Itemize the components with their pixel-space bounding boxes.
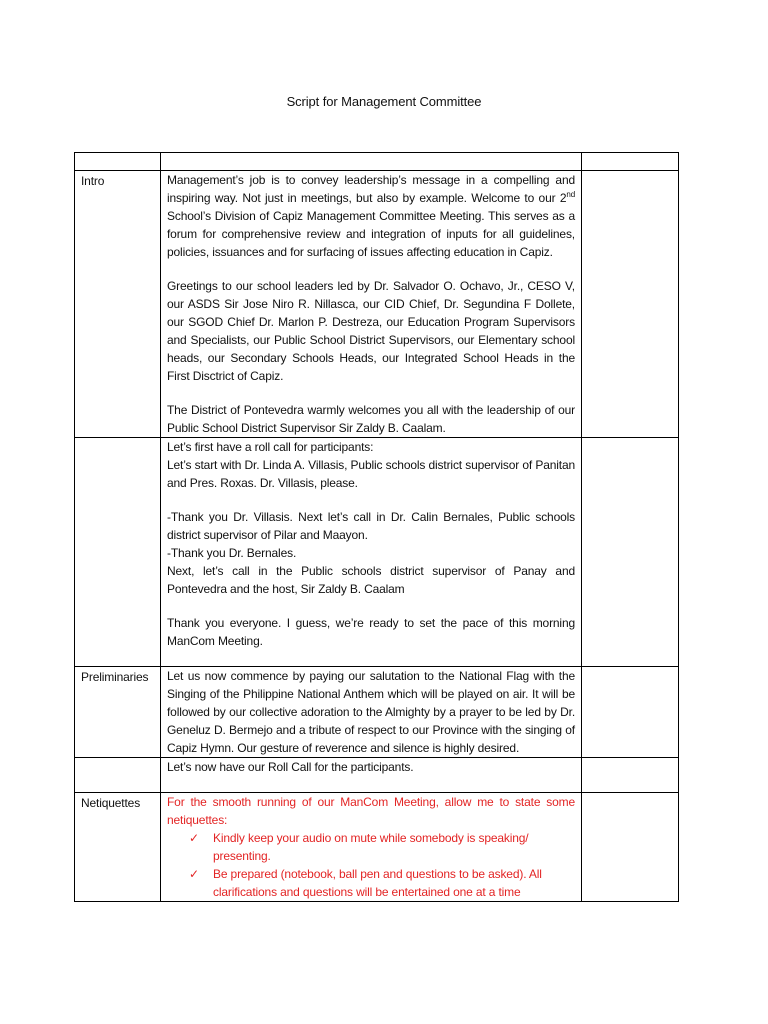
checkmark-icon: ✓: [189, 831, 199, 845]
section-label-cell: [75, 793, 161, 902]
script-cell-rollcall: [161, 438, 582, 667]
notes-cell: [582, 793, 679, 902]
script-table: [74, 152, 679, 902]
rollcall-line-3: -Thank you Dr. Villasis. Next let’s call in Dr. Calin Bernales, Public schools district supervisor of Pilar and Maayon.: [167, 510, 575, 542]
table-row-header: [75, 153, 679, 171]
list-item: [189, 829, 575, 865]
section-label-cell: [75, 438, 161, 667]
notes-cell: [582, 667, 679, 758]
notes-cell: [582, 171, 679, 438]
rollcall-line-2: Let’s start with Dr. Linda A. Villasis, Public schools district supervisor of Panitan and Pres. Roxas. Dr. Villasis, please.: [167, 458, 575, 490]
checkmark-icon: ✓: [189, 867, 199, 881]
table-cell-empty: [582, 153, 679, 171]
section-label-cell: [75, 171, 161, 438]
intro-paragraph-1: [167, 171, 575, 261]
document-title: Script for Management Committee: [286, 94, 482, 109]
table-row-rollcall: [75, 438, 679, 667]
intro-text-a: Management’s job is to convey leadership’s message in a compelling and inspiring way. Not just in meetings, but also by example. Welcome to our 2: [167, 173, 575, 205]
rollcall-2-line: Let’s now have our Roll Call for the participants.: [167, 760, 414, 774]
section-label-intro: Intro: [81, 174, 105, 188]
section-label-preliminaries: Preliminaries: [81, 670, 149, 684]
table-row-intro: [75, 171, 679, 438]
script-cell-intro: [161, 171, 582, 438]
netiquette-item-text: Kindly keep your audio on mute while somebody is speaking/ presenting.: [213, 831, 529, 863]
list-item: [189, 865, 575, 901]
ordinal-suffix: nd: [566, 190, 575, 199]
rollcall-line-6: Thank you everyone. I guess, we’re ready to set the pace of this morning ManCom Meeting.: [167, 616, 575, 648]
table-row-netiquettes: [75, 793, 679, 902]
rollcall-line-4: -Thank you Dr. Bernales.: [167, 546, 297, 560]
section-label-cell: [75, 667, 161, 758]
netiquette-item-text: Be prepared (notebook, ball pen and questions to be asked). All clarifications and questions will be entertained one at a time: [213, 867, 542, 899]
rollcall-line-5: Next, let’s call in the Public schools district supervisor of Panay and Pontevedra and the host, Sir Zaldy B. Caalam: [167, 564, 575, 596]
notes-cell: [582, 438, 679, 667]
intro-paragraph-3: The District of Pontevedra warmly welcomes you all with the leadership of our Public School District Supervisor Sir Zaldy B. Caalam.: [167, 403, 575, 435]
table-cell-empty: [161, 153, 582, 171]
script-cell-rollcall-2: [161, 758, 582, 793]
notes-cell: [582, 758, 679, 793]
netiquettes-intro: For the smooth running of our ManCom Meeting, allow me to state some netiquettes:: [167, 795, 575, 827]
intro-paragraph-2: Greetings to our school leaders led by Dr. Salvador O. Ochavo, Jr., CESO V, our ASDS Sir Jose Niro R. Nillasca, our CID Chief, Dr. Segundina F Dollete, our SGOD Chief Dr. Marlon P. Destreza, our Education Program Supervisors and Specialists, our Public School District Supervisors, our Elementary school heads, our Secondary Schools Heads, our Integrated School Heads in the First Disctrict of Capiz.: [167, 279, 575, 383]
rollcall-line-1: Let’s first have a roll call for participants:: [167, 440, 374, 454]
intro-text-b: School’s Division of Capiz Management Committee Meeting. This serves as a forum for comprehensive review and integration of inputs for all guidelines, policies, issuances and for surfacing of issues affecting education in Capiz.: [167, 209, 575, 259]
table-cell-empty: [75, 153, 161, 171]
script-cell-preliminaries: [161, 667, 582, 758]
table-row-preliminaries: [75, 667, 679, 758]
netiquettes-list: [167, 829, 575, 901]
script-cell-netiquettes: [161, 793, 582, 902]
table-row-rollcall-2: [75, 758, 679, 793]
section-label-netiquettes: Netiquettes: [81, 796, 141, 810]
section-label-cell: [75, 758, 161, 793]
preliminaries-paragraph: Let us now commence by paying our salutation to the National Flag with the Singing of the Philippine National Anthem which will be played on air. It will be followed by our collective adoration to the Almighty by a prayer to be led by Dr. Geneluz D. Bermejo and a tribute of respect to our Province with the singing of Capiz Hymn. Our gesture of reverence and silence is highly desired.: [167, 669, 575, 755]
